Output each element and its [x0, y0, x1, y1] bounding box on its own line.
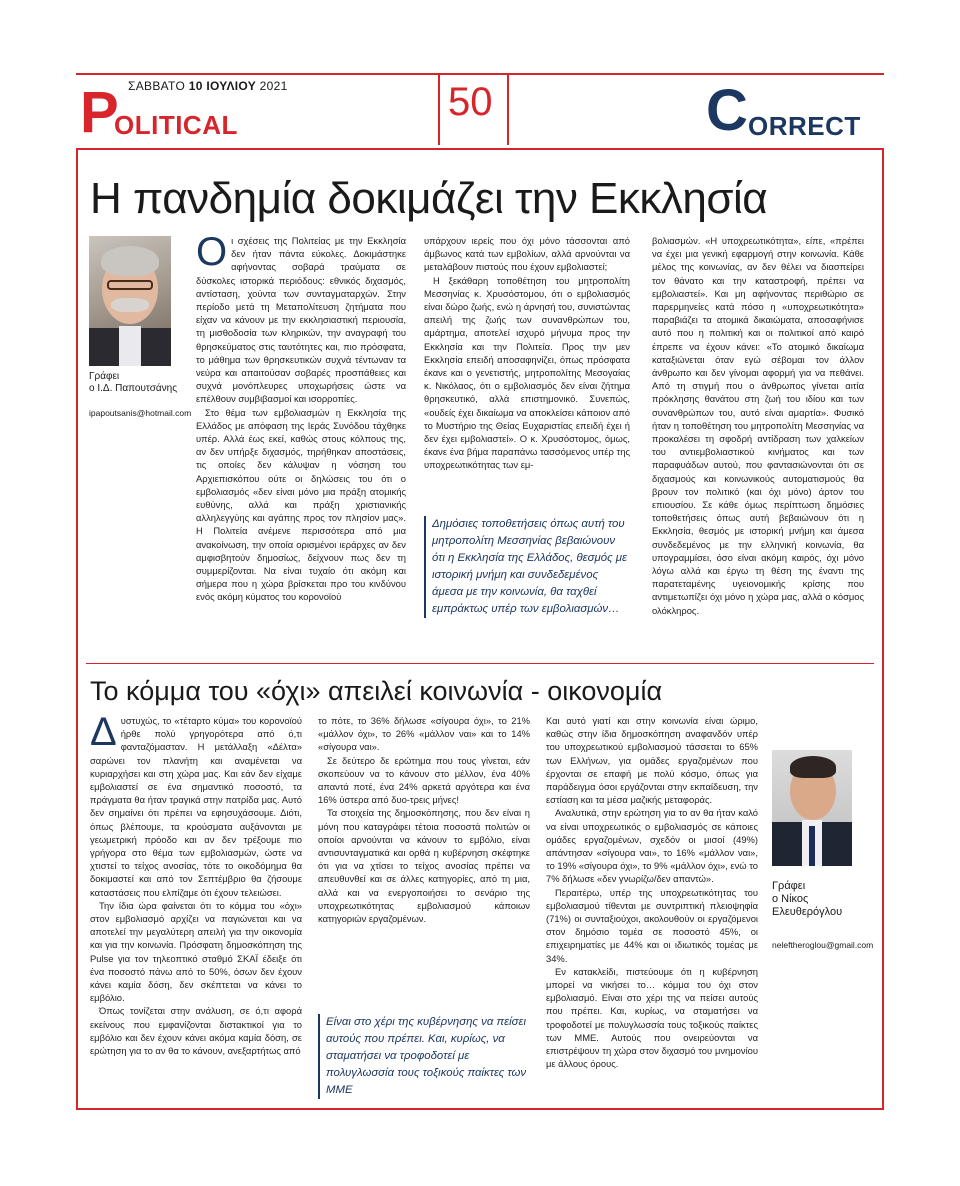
article2-headline: Το κόμμα του «όχι» απειλεί κοινωνία - οικονομία: [90, 676, 663, 706]
header-top-rule: [76, 73, 884, 75]
page-number-divider-right: [507, 75, 509, 145]
author-name: ο Νίκος Ελευθερόγλου: [772, 893, 843, 918]
dropcap: Ο: [196, 230, 228, 274]
paragraph: Όπως τονίζεται στην ανάλυση, σε ό,τι αφορά εκείνους που εμφανίζονται διστακτικοί για το εμβόλιο και δεν έχουν κάνει ακόμα καμία δόση, σε ερώτηση για το αν θα το κάνουν, ανεξαρτήτως από: [90, 1005, 302, 1057]
article1-author-photo: [89, 236, 171, 366]
article2-pull-quote: Είναι στο χέρι της κυβέρνησης να πείσει αυτούς που πρέπει. Και, κυρίως, να σταματήσει να τροφοδοτεί με πολυγλωσσία τους τοξικούς παίκτες των ΜΜΕ: [318, 1014, 530, 1099]
article1-pull-quote: Δημόσιες τοποθετήσεις όπως αυτή του μητροπολίτη Μεσσηνίας βεβαιώνουν ότι η Εκκλησία της Ελλάδος, θεσμός με ιστορική μνήμη και συνδεδεμένος άμεσα με την κοινωνία, θα ταχθεί εμπράκτως υπέρ των εμβολιασμών…: [424, 516, 630, 618]
article2-author-caption: [772, 880, 872, 919]
paragraph: βολιασμών. «Η υποχρεωτικότητα», είπε, «πρέπει να έχει μια γενική εφαρμογή στην κοινωνία. Κάθε μέλος της κοινωνίας, αν δεν θέλει να διασπείρει τον θάνατο και την καταστροφή, πρέπει να εμβολιαστεί». Και μη αφήνοντας περιθώριο σε παρερμηνείες κατά πόσο η «υποχρεωτικότητα» παραβιάζει τα ατομικά δικαιώματα, αποσαφήνισε αυτό που η πολιτική και οι πολιτικοί από καιρό έπρεπε να έχουν κάνει: «Το ατομικό δικαίωμα καταξιώνεται όταν εγώ σέβομαι τον άλλον άνθρωπο και δεν γίνομαι αφορμή για να πεθάνει. Από τη στιγμή που ο άνθρωπος γίνεται αιτία πρόκλησης θανάτου στη ζωή του ιδίου και των συνανθρώπων του, αυτό είναι αμαρτία». Φυσικό ήταν η τοποθέτηση του μητροπολίτη Μεσσηνίας να προκαλέσει τη σφοδρή αντίδραση των χαλκείων του αντιεμβολιαστικού κινήματος και των παραφυάδων αυτού, που φαντασιώνονται ότι σε διχασμούς και κοινωνικούς αυτοματισμούς θα βρουν τον πολιτικό (και όχι μόνο) άρτον του επιουσίου. Σε κάθε όμως περίπτωση δημόσιες τοποθετήσεις όπως αυτή βεβαιώνουν ότι η Εκκλησία, θεσμός με ιστορική μνήμη και άμεσα συνδεδεμένος με την ελληνική κοινωνία, θα υπογραμμίσει, όσο είναι ακόμη καιρός, όχι μόνο λόγω αλλά και έργω τη θέση της έναντι της παρατεταμένης υγειονομικής κρίσης που αντιμετωπίζει όχι μόνο η χώρα μας, αλλά ο κόσμος ολόκληρος.: [652, 235, 864, 616]
author-name: ο Ι.Δ. Παπουτσάνης: [89, 383, 178, 394]
article1-column-3: [652, 234, 864, 617]
paragraph: Στο θέμα των εμβολιασμών η Εκκλησία της Ελλάδος με απόφαση της Ιεράς Συνόδου τάχθηκε υπέρ. Αλλά έως εκεί, καθώς στους κόλπους της, αν δεν υπήρξε διχασμός, τηρήθηκαν αποστάσεις, τις οποίες δεν κάλυψαν η νόσηση του Αρχιεπισκόπου ούτε οι δηλώσεις του ότι ο εμβολιασμός «δεν είναι μόνο μια πράξη ατομικής ευθύνης, αλλά και πράξη χριστιανικής αλληλεγγύης και αγάπης προς τον πλησίον μας». Η Πολιτεία ανέμενε περισσότερα από μια ανακοίνωση, την οποία ορισμένοι ιεράρχες αν δεν αμφισβητούν δημοσίως, δείχνουν πως δεν τη συμμερίζονται. Να είναι τυχαίο ότι ακόμη και σήμερα που η χώρα βρίσκεται προ του κινδύνου ενός ακόμη κύματος του κορονοϊού: [196, 406, 406, 603]
author-label: Γράφει: [89, 371, 120, 382]
paragraph: Τα στοιχεία της δημοσκόπησης, που δεν είναι η μόνη που καταγράφει τέτοια ποσοστά πολιτών οι οποίοι αρνούνται να κάνουν το εμβόλιο, είναι αντισυνταγματικά και ορθά η κυβέρνηση σκέφτηκε ότι για να χτίσει το τείχος ανοσίας πρέπει να απευθυνθεί και σε άλλες κατηγορίες, από τη μια, αλλά και να ενεργοποιήσει το σενάριο της υποχρεωτικότητας εμβολιασμού κάποιων κατηγοριών εργαζομένων.: [318, 807, 530, 925]
paragraph: Δυστυχώς, το «τέταρτο κύμα» του κορονοϊού ήρθε πολύ γρηγορότερα από ό,τι φανταζόμασταν. Η μετάλλαξη «Δέλτα» σαρώνει τον πλανήτη και αναμένεται να κυριαρχήσει και στη χώρα μας. Και εάν δεν είχαμε εμβολιαστεί σε ένα σημαντικό ποσοστό, τα πράγματα θα ήταν τραγικά στην πατρίδα μας. Αυτό δεν σημαίνει ότι πρέπει να εφησυχάσουμε. Διότι, όπως βλέπουμε, τα κρούσματα αυξάνονται με γεωμετρική πρόοδο και αν δεν τρέξουμε πιο γρήγορα στο θέμα των εμβολιασμών, ώστε να χτιστεί το τείχος ανοσίας, τότε το οικοδόμημα θα δοκιμαστεί και από τον Σεπτέμβριο θα ζήσουμε καταστάσεις που ελπίζαμε ότι έχουν τελειώσει.: [90, 710, 302, 898]
issue-date: ΣΑΒΒΑΤΟ 10 ΙΟΥΛΙΟΥ 2021: [128, 79, 288, 93]
dropcap: Δ: [90, 710, 117, 754]
paragraph: Περαιτέρω, υπέρ της υποχρεωτικότητας του εμβολιασμού τίθενται με συντριπτική πλειοψηφία (71%) οι συνταξιούχοι, ακολουθούν οι εργαζόμενοι στον δημόσιο τομέα σε ποσοστό 45%, οι επιχειρηματίες με 44% και οι ιδιωτικός τομέας με 34%.: [546, 886, 758, 964]
article1-column-1: [196, 230, 406, 604]
correct-logo: C ORRECT: [706, 78, 861, 143]
author-label: Γράφει: [772, 880, 806, 892]
article1-column-2: [424, 234, 630, 472]
political-logo: P OLITICAL: [80, 80, 238, 145]
article2-column-1: [90, 710, 302, 1057]
paragraph: Η ξεκάθαρη τοποθέτηση του μητροπολίτη Μεσσηνίας κ. Χρυσόστομου, ότι ο εμβολιασμός είναι δώρο ζωής, ενώ η άρνησή του, συνιστώντας απειλή της ζωής των συνανθρώπων του, αμάρτημα, αποτελεί ισχυρό μήνυμα προς την Εκκλησία και την Πολιτεία. Προς την μεν Εκκλησία επειδή αποσαφηνίζει, όπως πρόσφατα έκανε και ο γενετιστής, μητροπολίτης Μεσογαίας κ. Νικόλαος, ότι ο εμβολιασμός δεν είναι ζήτημα θρησκευτικό, αλλά επιστημονικό. Συνεπώς, «ουδείς έχει δικαίωμα να αποκλείσει κάποιον από το Μυστήριο της Θείας Ευχαριστίας επειδή έχει ή δεν έχει εμβολιαστεί». Ο κ. Χρυσόστομος, όμως, έκανε ένα βήμα παραπάνω τασσόμενος υπέρ της υποχρεωτικότητας των εμ-: [424, 274, 630, 471]
page-number-divider-left: [438, 75, 440, 145]
page-number: 50: [448, 80, 493, 124]
article2-column-3: [546, 714, 758, 1070]
paragraph: Την ίδια ώρα φαίνεται ότι το κόμμα του «όχι» στον εμβολιασμό αρχίζει να παγιώνεται και να αποτελεί την μεγαλύτερη απειλή για την οικονομία και για την κοινωνία. Πρόσφατη δημοσκόπηση της Pulse για τον τηλεοπτικό σταθμό ΣΚΑΪ έδειξε ότι ένα ποσοστό πάνω από το 50%, όσων δεν έχουν κάνει καμία δόση, δεν σκέπτεται να κάνει το εμβόλιο.: [90, 899, 302, 1004]
article2-author-photo: [772, 750, 852, 866]
paragraph: υπάρχουν ιερείς που όχι μόνο τάσσονται από άμβωνος κατά των εμβολίων, αλλά αρνούνται να μεταλάβουν πιστούς που έχουν εμβολιαστεί;: [424, 235, 630, 273]
paragraph: Και αυτό γιατί και στην κοινωνία είναι ώριμο, καθώς στην ίδια δημοσκόπηση αναφανδόν υπέρ του υποχρεωτικού εμβολιασμού τάσσεται το 65% των Ελλήνων, για ομάδες εργαζομένων που έρχονται σε επαφή με πολύ κόσμο, όπως για παράδειγμα όσοι εργάζονται στην εκπαίδευση, την εστίαση και τα μέσα μαζικής μεταφοράς.: [546, 715, 758, 806]
paragraph: Αναλυτικά, στην ερώτηση για το αν θα ήταν καλό να είναι υποχρεωτικός ο εμβολιασμός σε κάποιες ομάδες εργαζομένων, σχεδόν οι μισοί (49%) απάντησαν «σίγουρα ναι», το 16% «μάλλον ναι», το 19% «σίγουρα όχι», το 9% «μάλλον όχι», ενώ το 7% δήλωσε «δεν γνωρίζω/δεν απαντώ».: [546, 807, 758, 885]
paragraph: Εν κατακλείδι, πιστεύουμε ότι η κυβέρνηση μπορεί να νικήσει το… κόμμα του όχι στον εμβολιασμό. Είναι στο χέρι της να πείσει αυτούς που πρέπει. Και, κυρίως, να σταματήσει να τροφοδοτεί με πολυγλωσσία τους τοξικούς παίκτες των ΜΜΕ. Αυτούς που ονειρεύονται να επιστρέψουν τη χώρα στον διχασμό του μνημονίου με άλλους όρους.: [546, 965, 758, 1070]
article-divider: [86, 663, 874, 664]
article2-author-email[interactable]: neleftheroglou@gmail.com: [772, 940, 874, 950]
article1-headline: Η πανδημία δοκιμάζει την Εκκλησία: [90, 174, 768, 223]
article1-author-caption: [89, 371, 177, 395]
paragraph: το πότε, το 36% δήλωσε «σίγουρα όχι», το 21% «μάλλον όχι», το 26% «μάλλον ναι» και το 14% «σίγουρα ναι».: [318, 715, 530, 753]
article2-column-2: [318, 714, 530, 925]
paragraph: Σε δεύτερο δε ερώτημα που τους γίνεται, εάν σκοπεύουν να το κάνουν στο μέλλον, ένα 40% απαντά ποτέ, ένα 24% αρκετά αργότερα και ένα 16% ύστερα από δυο-τρεις μήνες!: [318, 754, 530, 806]
article1-author-email[interactable]: ipapoutsanis@hotmail.com: [89, 408, 192, 418]
paragraph: Οι σχέσεις της Πολιτείας με την Εκκλησία δεν ήταν πάντα εύκολες. Δοκιμάστηκε αφήνοντας σοβαρά τραύματα σε δύσκολες ιστορικά περιόδους: εθνικός διχασμός, αντίσταση, χούντα των συνταγματαρχών. Στην περίοδο μετά τη Μεταπολίτευση ζητήματα που είχαν να κάνουν με την εκκλησιαστική περιουσία, τη μισθοδοσία των κληρικών, την αναγραφή του θρησκεύματος στις ταυτότητες και, πιο πρόσφατα, το μάθημα των θρησκευτικών συχνά τέντωναν τα νεύρα και απαιτούσαν σοβαρές προσπάθειες και συχνά μονόπλευρες υποχωρήσεις ώστε να επέλθουν συμβιβασμοί και ισορροπίες.: [196, 230, 406, 405]
